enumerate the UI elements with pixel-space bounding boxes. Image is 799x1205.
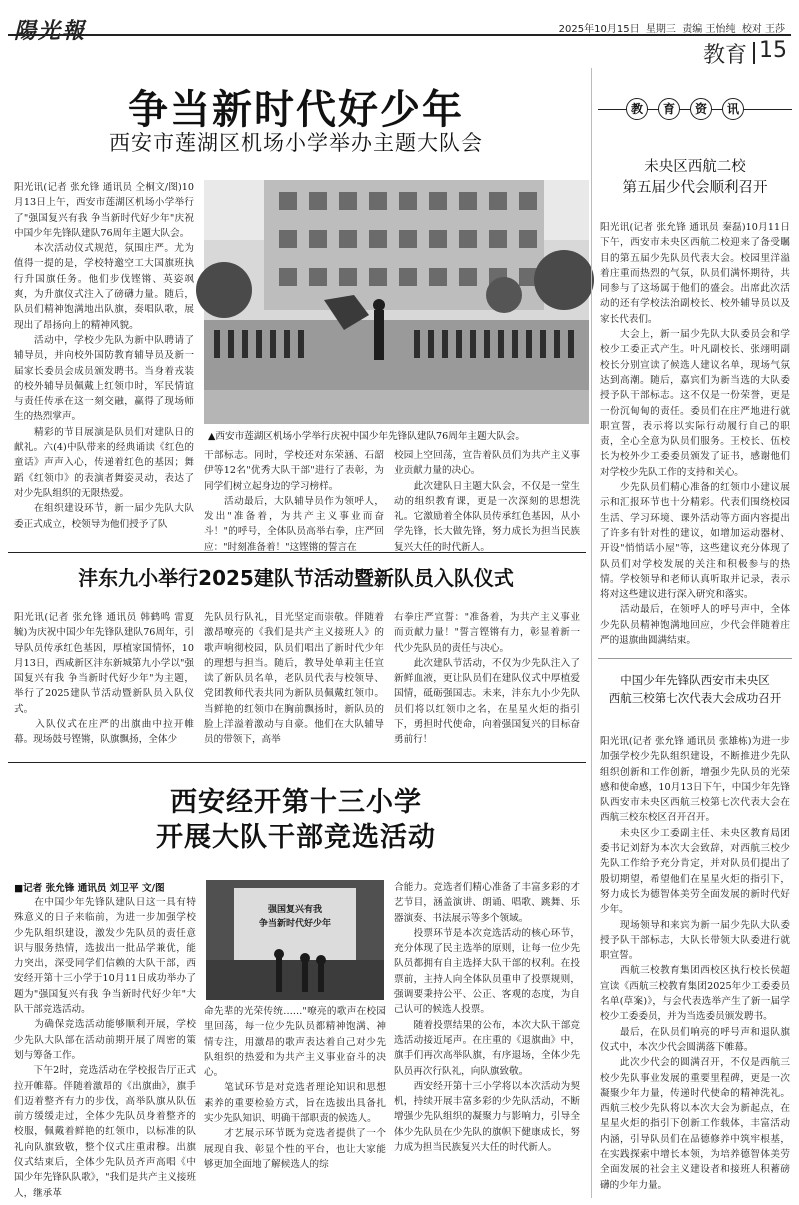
sidebar-story-rule	[598, 658, 792, 659]
sidebar-header	[598, 98, 792, 122]
article1-photo	[204, 180, 589, 424]
article2-bottom-rule	[8, 762, 586, 763]
header-char: 教	[626, 98, 648, 120]
sidebar-story2-body: 阳光讯(记者 张允锋 通讯员 张雄栋)为进一步加强学校少先队组织建设，不断推进少先队组织创新和工作创新，增强少先队员的光荣感和使命感，10月13日下午，中国少年先锋队西安市未央区西航三校第七次代表大会在西航三校东校区召开召开。 未央区少工委副主任、未央区教育局团委书记刘舒为本次大会致辞，对西航三校少先队工作给予充分肯定，并对队员们提出了殷切期望，希望他们在星星火炬的指引下，努力成长为德智体美劳全面发展的新时代好少年。 现场领导和来宾为新一届少先队大队委授予队干部标志，大队长带领大队委进行就职宣誓。 西航三校教育集团西校区执行校长侯超宣读《西航三校教育集团2025年少工委委员名单(草案)》，与会代表选举产生了新一届学校少工委委员，并为当选委员颁发聘书。 最后，在队员们响亮的呼号声和退队旗仪式中，本次少代会圆满落下帷幕。 此次少代会的圆满召开，不仅是西航三校少先队事业发展的重要里程碑，更是一次凝聚少年力量，传递时代使命的精神洗礼。西航三校少先队将以本次大会为新起点，在星星火炬的指引下创新工作载体，丰富活动内涵，引导队员们在品德修养中筑牢根基，在实践探索中增长本领，为培养德智体美劳全面发展的社会主义建设者和接班人积蓄磅礴的少年力量。	[600, 736, 790, 1191]
article3-col2: 命先辈的光荣传统……"嘹亮的歌声在校园里回荡，每一位少先队员都精神饱满、神情专注，用激昂的歌声表达着自己对少先队组织的热爱和为共产主义事业奋斗的决心。 笔试环节是对竞选者理论知识和思想素养的重要检验方式，旨在选拔出具备扎实少先队知识、明确干部职责的候选人。 才艺展示环节既为竞选者提供了一个展现自我、彰显个性的平台，也让大家能够更加全面地了解候选人的综	[204, 1006, 386, 1170]
article2-headline: 沣东九小举行2025建队节活动暨新队员入队仪式	[78, 566, 514, 590]
article1-col3: 校园上空回荡，宣告着队员们为共产主义事业贡献力量的决心。 此次建队日主题大队会，不仅是一堂生动的组织教育课，更是一次深刻的思想洗礼。它激励着全体队员传承红色基因，从小学先锋，长大做先锋，努力成长为担当民族复兴大任的时代新人。	[394, 450, 580, 553]
header-char: 资	[690, 98, 712, 120]
sidebar-story1-body: 阳光讯(记者 张允锋 通讯员 秦磊)10月11日下午，西安市未央区西航二校迎来了备受瞩目的第五届少先队员代表大会。校园里洋溢着庄重而热烈的气氛，队员们满怀期待，共同参与了这场属于他们的盛会。出席此次活动的还有学校法治副校长、校外辅导员以及家长代表们。 大会上，新一届少先队大队委员会和学校少工委正式产生。叶凡副校长、张翊明副校长分别宣读了候选人建议名单，现场气氛达到高潮。随后，嘉宾们为新当选的大队委授予队干部标志。这不仅是一份荣誉，更是一份沉甸甸的责任。委员们在庄严地进行就职宣誓，表示将以实际行动履行自己的职责，全心全意为队员们服务。王校长、伍校长为校外少工委委员颁发了证书，感谢他们对学校少先队工作的支持和关心。 少先队员们精心准备的红领巾小建议展示和汇报环节也十分精彩。代表们围绕校园生活、学习环境、课外活动等方面内容提出了许多有针对性的建议，如增加运动器材、开设"悄悄话小屋"等，这些建议充分体现了队员们对学校发展的关注和积极参与的热情。学校领导和老师认真听取并记录，表示将对这些建议进行深入研究和落实。 活动最后，在领呼人的呼号声中，全体少先队员精神饱满地回应，少代会伴随着庄严的退旗曲圆满结束。	[600, 222, 790, 647]
article3-col1: 在中国少年先锋队建队日这一具有特殊意义的日子来临前，为进一步加强学校少先队组织建设，激发少先队员的责任意识与服务热情，选拔出一批品学兼优，能力突出，深受同学们信赖的大队干部，西安经开第十三小学于10月11日成功举办了题为"强国复兴有我 争当新时代好少年"大队干部竞选活动。 为确保竞选活动能够顺利开展，学校少先队大队部在活动前期开展了周密的策划与筹备工作。 下午2时，竞选活动在学校报告厅正式拉开帷幕。伴随着激昂的《出旗曲》，旗手们迈着整齐有力的步伐，高举队旗从队伍前方缓缓走过，全体少先队员身着整齐的校服，佩戴着鲜艳的红领巾，以标准的队礼向队旗致敬，整个仪式庄重肃穆。出旗仪式结束后，全体少先队员齐声高唱《中国少年先锋队队歌》，"我们是共产主义接班人，继承革	[14, 897, 196, 1199]
sidebar-story1-title-line2: 第五届少代会顺利召开	[622, 180, 768, 196]
sidebar-divider	[591, 68, 592, 1198]
article2-col3: 右拳庄严宣誓："准备着，为共产主义事业而贡献力量！"誓言铿锵有力，彰显着新一代少先队员的责任与决心。 此次建队节活动，不仅为少先队注入了新鲜血液，更让队员们在建队仪式中厚植爱国情，砥砺强国志。未来，沣东九小少先队员们将以红领巾之名，在星星火炬的指引下，勇担时代使命，向着强国复兴的目标奋勇前行！	[394, 612, 580, 746]
article1-photo-caption: ▲西安市莲湖区机场小学举行庆祝中国少年先锋队建队76周年主题大队会。	[208, 431, 525, 442]
article1-col2: 干部标志。同时，学校还对东荣涵、石韶伊等12名"优秀大队干部"进行了表彰，为同学们树立起身边的学习榜样。 活动最后，大队辅导员作为领呼人，发出"准备着，为共产主义事业而奋斗！"的呼号，全体队员高举右拳，庄严回应："时刻准备着！"这铿锵的誓言在	[204, 450, 384, 553]
article3-byline: ■记者 张允锋 通讯员 刘卫平 文/图	[14, 883, 165, 894]
article3-headline-line1: 西安经开第十三小学	[170, 787, 422, 818]
sidebar-story2-title-line1: 中国少年先锋队西安市未央区	[620, 673, 770, 687]
article2-col1: 阳光讯(记者 张允锋 通讯员 韩鹤鸣 雷夏毓)为庆祝中国少年先锋队建队76周年，引导队员传承红色基因，厚植家国情怀，10月13日，西咸新区沣东新城第九小学以"强国复兴有我 争当新时代好少年"为主题，举行了2025建队节活动暨新队员入队仪式。 入队仪式在庄严的出旗曲中拉开帷幕。现场鼓号铿锵，队旗飘扬，全体少	[14, 612, 194, 746]
sidebar-story2-title-line2: 西航三校第七次代表大会成功召开	[608, 691, 782, 705]
header-char: 讯	[722, 98, 744, 120]
article1-col1: 阳光讯(记者 张允锋 通讯员 仝桐文/图)10月13日上午，西安市莲湖区机场小学举行了"强国复兴有我 争当新时代好少年"庆祝中国少年先锋队建队76周年主题大队会。 本次活动仪式规范，氛围庄严。尤为值得一提的是，学校特邀空工大国旗班执行升国旗任务。他们步伐铿锵、英姿飒爽，为升旗仪式注入了磅礴力量。随后，队员们精神饱满地出队旗，奏唱队歌，展现出了昂扬向上的精神风貌。 活动中，学校少先队为新中队聘请了辅导员，并向校外国防教育辅导员及新一届家长委员会成员颁发聘书。当身着戎装的校外辅导员佩戴上红领巾时，军民情谊与责任传承在这一刻交融，赢得了现场师生的热烈掌声。 精彩的节目展演是队员们对建队日的献礼。六(4)中队带来的经典诵读《红色的童话》声声入心，传递着红色的基因；舞蹈《红领巾》的表演者舞姿灵动，表达了对少先队组织的无限热爱。 在组织建设环节，新一届少先队大队委正式成立，校领导为他们授予了队	[14, 182, 194, 530]
section-divider	[753, 42, 755, 64]
article3-col3: 合能力。竞选者们精心准备了丰富多彩的才艺节目，涵盖演讲、朗诵、唱歌、跳舞、乐器演奏、书法展示等多个领域。 投票环节是本次竞选活动的核心环节，充分体现了民主选举的原则，让每一位少先队员都拥有自主选择大队干部的权利。在投票前，主持人向全体队员重申了投票规则，强调要秉持公平、公正、客观的态度，为自己认可的候选人投票。 随着投票结果的公布，本次大队干部竞选活动接近尾声。在庄重的《退旗曲》中，旗手们再次高举队旗，有序退场，全体少先队员再次行队礼，向队旗致敬。 西安经开第十三小学将以本次活动为契机，持续开展丰富多彩的少先队活动，不断增强少先队组织的凝聚力与影响力，引导全体少先队员在少先队的旗帜下健康成长，努力成为担当民族复兴大任的时代新人。	[394, 882, 580, 1154]
header-char: 育	[658, 98, 680, 120]
article1-bottom-rule	[8, 552, 586, 553]
sidebar-header-label	[626, 98, 744, 120]
section-name: 教育	[702, 43, 747, 68]
stage-board-line2: 争当新时代好少年	[258, 919, 331, 929]
masthead	[0, 0, 799, 68]
article1-headline: 争当新时代好少年	[128, 87, 464, 133]
assembly-scene-image	[204, 180, 589, 424]
article2-col2: 先队员行队礼，目光坚定而崇敬。伴随着激昂嘹亮的《我们是共产主义接班人》的歌声响彻校园，队员们唱出了新时代少年的理想与担当。随后，教导处单莉主任宣读了新队员名单，老队员代表与校领导、党团教师代表共同为新队员佩戴红领巾。当鲜艳的红领巾在胸前飘扬时，新队员的脸上洋溢着激动与自豪。他们在大队辅导员的带领下，高举	[204, 612, 384, 746]
masthead-rule	[8, 34, 791, 36]
sidebar-story1-title-line1: 未央区西航二校	[644, 159, 746, 175]
article3-headline-line2: 开展大队干部竞选活动	[156, 822, 436, 853]
article3-photo	[206, 880, 384, 1000]
date-line: 2025年10月15日 星期三 责编 王怡纯 校对 王莎	[558, 24, 785, 35]
campaign-stage-image	[206, 880, 384, 1000]
article1-subheadline: 西安市莲湖区机场小学举办主题大队会	[109, 131, 483, 155]
stage-board-line1: 强国复兴有我	[267, 905, 322, 915]
page-number: 15	[759, 38, 787, 63]
paper-logo: 陽光報	[14, 18, 87, 44]
